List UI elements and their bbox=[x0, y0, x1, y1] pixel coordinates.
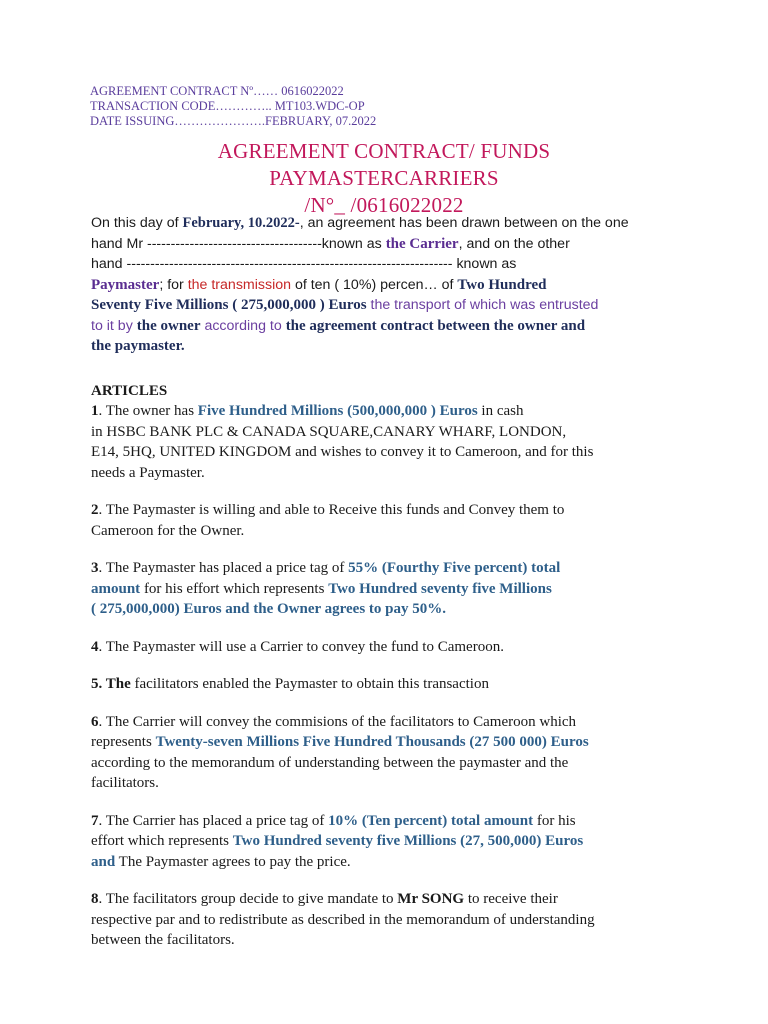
intro-line-3: hand --------------------------------------------------------------------- known as bbox=[91, 256, 517, 272]
intro-line-4: Paymaster; for the transmission of ten ( 10%) percen… of Two Hundred bbox=[91, 276, 547, 293]
transaction-code-line: TRANSACTION CODE………….. MT103.WDC-OP bbox=[90, 99, 365, 113]
contract-number-line: AGREEMENT CONTRACT Nº…… 0616022022 bbox=[90, 84, 344, 98]
intro-line-5: Seventy Five Millions ( 275,000,000 ) Euros the transport of which was entrusted bbox=[91, 297, 599, 313]
intro-line-1: On this day of February, 10.2022-, an agreement has been drawn between on the one bbox=[91, 215, 629, 231]
article-5-line-1: 5. The facilitators enabled the Paymaster to obtain this transaction bbox=[91, 676, 489, 692]
intro-line-2: hand Mr -------------------------------------known as the Carrier, and on the other bbox=[91, 235, 570, 252]
article-2-line-1: 2. The Paymaster is willing and able to Receive this funds and Convey them to bbox=[91, 502, 565, 518]
document-body bbox=[91, 213, 687, 951]
article-3-line-3: ( 275,000,000) Euros and the Owner agrees to pay 50%. bbox=[91, 601, 447, 617]
articles-heading: ARTICLES bbox=[91, 382, 168, 399]
title-line-2: PAYMASTERCARRIERS bbox=[269, 166, 499, 190]
intro-line-6: to it by the owner according to the agreement contract between the owner and bbox=[91, 317, 586, 334]
article-4-line-1: 4. The Paymaster will use a Carrier to convey the fund to Cameroon. bbox=[91, 638, 504, 655]
document-header bbox=[90, 84, 376, 129]
article-6-line-3: according to the memorandum of understanding between the paymaster and the bbox=[91, 754, 569, 771]
title-line-3: /N°_ /0616022022 bbox=[304, 193, 464, 217]
article-8-line-1: 8. The facilitators group decide to give mandate to Mr SONG to receive their bbox=[91, 891, 558, 907]
article-6-line-2: represents Twenty-seven Millions Five Hundred Thousands (27 500 000) Euros bbox=[91, 734, 589, 750]
article-7-line-1: 7. The Carrier has placed a price tag of 10% (Ten percent) total amount for his bbox=[91, 812, 576, 829]
article-6-line-4: facilitators. bbox=[91, 775, 159, 791]
article-7-line-3: and The Paymaster agrees to pay the price. bbox=[91, 853, 351, 870]
article-1-line-4: needs a Paymaster. bbox=[91, 464, 205, 481]
article-1-line-1: 1. The owner has Five Hundred Millions (500,000,000 ) Euros in cash bbox=[91, 403, 524, 419]
article-2-line-2: Cameroon for the Owner. bbox=[91, 522, 245, 539]
article-6-line-1: 6. The Carrier will convey the commisions of the facilitators to Cameroon which bbox=[91, 713, 577, 730]
article-1-line-2: in HSBC BANK PLC & CANADA SQUARE,CANARY WHARF, LONDON, bbox=[91, 423, 567, 440]
article-8-line-2: respective par and to redistribute as described in the memorandum of understanding bbox=[91, 911, 595, 928]
article-8-line-3: between the facilitators. bbox=[91, 932, 235, 948]
article-3-line-1: 3. The Paymaster has placed a price tag of 55% (Fourthy Five percent) total bbox=[91, 560, 561, 576]
article-3-line-2: amount for his effort which represents Two Hundred seventy five Millions bbox=[91, 580, 552, 597]
title-line-1: AGREEMENT CONTRACT/ FUNDS bbox=[217, 139, 551, 163]
intro-line-7: the paymaster. bbox=[91, 338, 185, 354]
document-title bbox=[0, 138, 768, 219]
article-7-line-2: effort which represents Two Hundred seventy five Millions (27, 500,000) Euros bbox=[91, 833, 584, 849]
date-issuing-line: DATE ISSUING………………….FEBRUARY, 07.2022 bbox=[90, 114, 377, 128]
article-1-line-3: E14, 5HQ, UNITED KINGDOM and wishes to convey it to Cameroon, and for this bbox=[91, 444, 594, 460]
